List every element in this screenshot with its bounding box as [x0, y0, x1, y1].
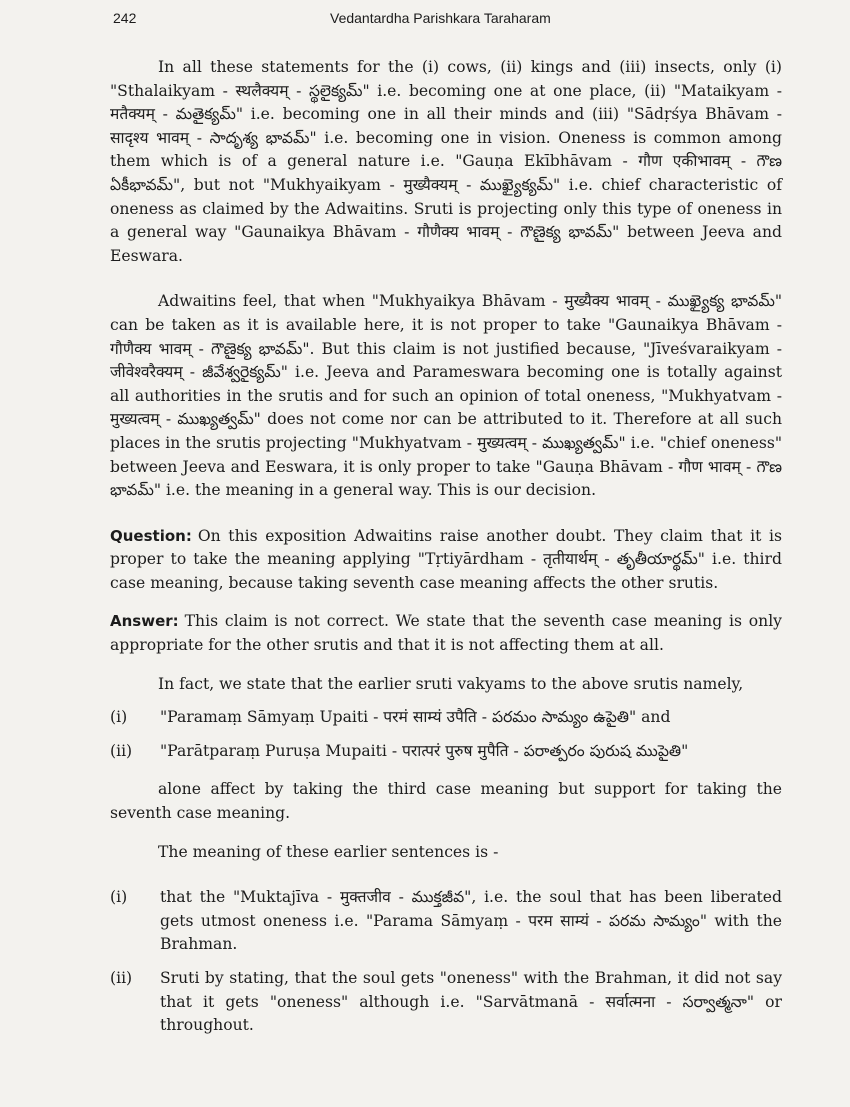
list-item — [110, 706, 782, 730]
list-text: that the "Muktajīva - मुक्तजीव - ముక్తజీవ", i.e. the soul that has been liberated gets utmost oneness i.e. "Parama Sāmyaṃ - परम साम्यं - పరమ సామ్యం" with the Brahman. — [160, 888, 782, 954]
list-item — [110, 886, 782, 957]
answer-label: Answer: — [110, 612, 179, 631]
page-number: 242 — [113, 10, 137, 26]
list-text: Sruti by stating, that the soul gets "oneness" with the Brahman, it did not say that it gets "oneness" although i.e. "Sarvātmanā - सर्वात्मना - సర్వాత్మనా" or throughout. — [160, 969, 782, 1035]
paragraph-meaning-intro: The meaning of these earlier sentences is - — [158, 842, 499, 861]
paragraph-adwaitins-claim: Adwaitins feel, that when "Mukhyaikya Bhāvam - मुख्यैक्य भावम् - ముఖ్యైక్య భావమ్" can be taken as it is available here, it is not proper to take "Gaunaikya Bhāvam - गौणैक्य भावम् - గౌణైక్య భావమ్". But this claim is not justified because, "Jīveśvaraikyam - जीवेश्वरैक्यम् - జీవేశ్వరైక్యమ్" i.e. Jeeva and Parameswara becoming one is totally against all authorities in the srutis and for such an opinion of total oneness, "Mukhyatvam - मुख्यत्वम् - ముఖ్యత్వమ్" does not come nor can be attributed to it. Therefore at all such places in the srutis projecting "Mukhyatvam - मुख्यत्वम् - ముఖ్యత్వమ్" i.e. "chief oneness" between Jeeva and Eeswara, it is only proper to take "Gauṇa Bhāvam - गौण भावम् - గౌణ భావమ్" i.e. the meaning in a general way. This is our decision. — [110, 292, 782, 500]
list-text: "Paramaṃ Sāmyaṃ Upaiti - परमं साम्यं उपैति - పరమం సామ్యం ఉపైతి" and — [160, 708, 671, 727]
list-marker: (ii) — [110, 741, 133, 760]
list-marker: (i) — [110, 888, 128, 907]
paragraph-earlier-vakyams: In fact, we state that the earlier sruti vakyams to the above srutis namely, — [158, 674, 744, 693]
running-title: Vedantardha Parishkara Taraharam — [330, 10, 551, 26]
paragraph-third-case: alone affect by taking the third case meaning but support for taking the seventh case meaning. — [110, 780, 782, 823]
list-item — [110, 967, 782, 1038]
question-text: On this exposition Adwaitins raise another doubt. They claim that it is proper to take the meaning applying "Tṛtiyārdham - तृतीयार्थम् - తృతీయార్థమ్" i.e. third case meaning, because taking seventh case meaning affects the other srutis. — [110, 526, 782, 592]
list-marker: (ii) — [110, 969, 133, 987]
question-label: Question: — [110, 526, 192, 545]
list-marker: (i) — [110, 708, 128, 727]
page-body — [110, 56, 782, 1038]
question-paragraph — [110, 525, 782, 596]
answer-text: This claim is not correct. We state that the seventh case meaning is only appropriate for the other srutis and that it is not affecting them at all. — [110, 612, 782, 655]
answer-paragraph — [110, 610, 782, 657]
list-item — [110, 740, 782, 764]
paragraph-oneness-types: In all these statements for the (i) cows, (ii) kings and (iii) insects, only (i) "Sthalaikyam - स्थलैक्यम् - స్థలైక్యమ్" i.e. becoming one at one place, (ii) "Mataikyam - मतैक्यम् - మతైక్యమ్" i.e. becoming one in all their minds and (iii) "Sādṛśya Bhāvam - सादृश्य भावम् - సాదృశ్య భావమ్" i.e. becoming one in vision. Oneness is common among them which is of a general nature i.e. "Gauṇa Ekībhāvam - गौण एकीभावम् - గౌణ ఏకీభావమ్", but not "Mukhyaikyam - मुख्यैक्यम् - ముఖ్యైక్యమ్" i.e. chief characteristic of oneness as claimed by the Adwaitins. Sruti is projecting only this type of oneness in a general way "Gaunaikya Bhāvam - गौणैक्य भावम् - గౌణైక్య భావమ్" between Jeeva and Eeswara. — [110, 58, 782, 265]
list-text: "Parātparaṃ Puruṣa Mupaiti - परात्परं पुरुष मुपैति - పరాత్పరం పురుష ముపైతి" — [160, 741, 689, 760]
